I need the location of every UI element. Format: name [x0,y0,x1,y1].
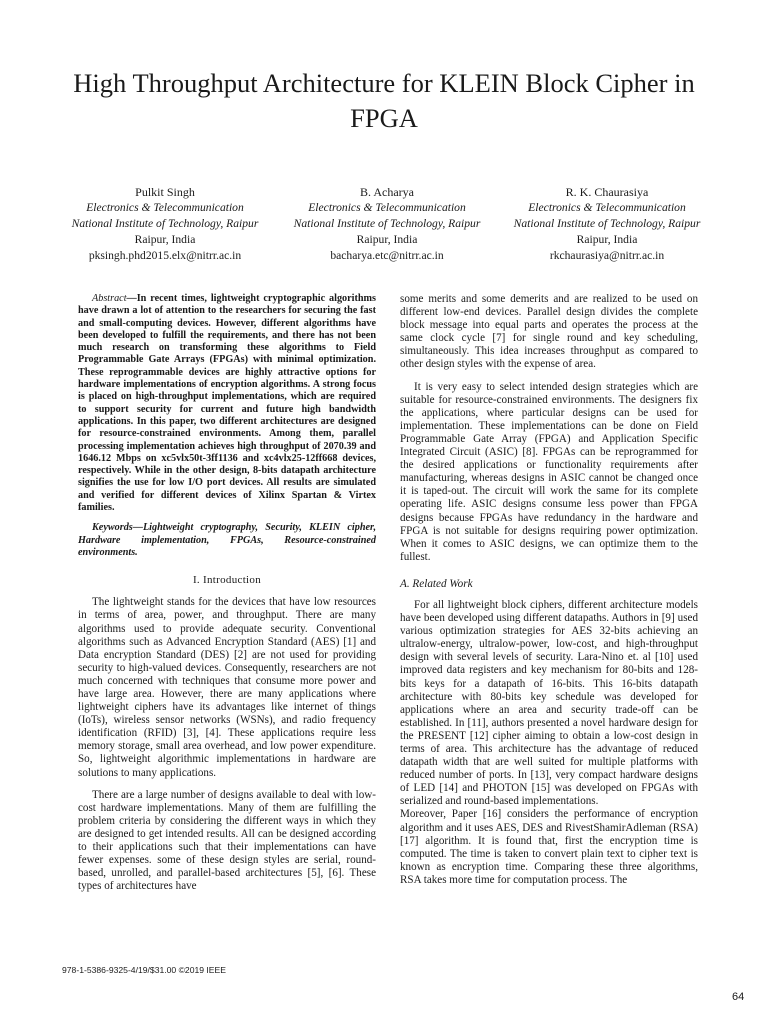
author-block-3 [492,184,722,264]
author-department: Electronics & Telecommunication [86,201,244,214]
author-department: Electronics & Telecommunication [308,201,466,214]
author-department: Electronics & Telecommunication [528,201,686,214]
paper-title: High Throughput Architecture for KLEIN Block Cipher in FPGA [73,68,695,133]
author-email: bacharya.etc@nitrr.ac.in [330,249,444,262]
right-paragraph-2: It is very easy to select intended design strategies which are suitable for resource-constrained environments. The designers fix the applications, where particular designs can be used for implementation. These implementations can be done on Field Programmable Gate Array (FPGA) and Application Specific Integrated Circuit (ASIC) [8]. FPGAs can be reprogrammed for the desired applications or functionality requirements after manufacturing, whereas designs in ASIC cannot be changed once it is taped-out. The circuit will work the same for its complete operating life. ASIC designs consume less power than FPGA designs because FPGAs have redundancy in the hardware and FPGA is not suitable for designs requiring power optimization. When it comes to ASIC designs, we can optimize them to the fullest. [400,380,698,563]
author-name: R. K. Chaurasiya [565,185,649,199]
keywords [78,522,376,559]
right-paragraph-1: some merits and some demerits and are realized to be used on different low-end devices. Parallel design divides the complete block message into equal parts and operates the process at the same clock cycle [7] for single round and key scheduling, simultaneously. This idea increases throughput as compared to other design styles with the expense of area. [400,293,698,371]
author-email: pksingh.phd2015.elx@nitrr.ac.in [88,249,242,262]
left-column [78,293,376,893]
abstract-text: —In recent times, lightweight cryptographic algorithms have drawn a lot of attention to the researchers for securing the fast and small-computing devices. However, different algorithms have been developed to fulfill the requirements, and there has not been much research on transforming these algorithms to Field Programmable Gate Arrays (FPGAs) with minimal optimization. These reprogrammable devices are highly attractive options for hardware implementations of encryption algorithms. A strong focus is placed on high-throughput implementations, which are required to support security for current and future high bandwidth applications. In this paper, two different architectures are designed for resource-constrained environments. Among them, parallel processing implementation achieves high throughput of 2070.39 and 1646.12 Mbps on xc5vlx50t-3ff1136 and xc4vlx25-12ff668 devices, respectively. While in the other design, 8-bits datapath architecture signifies the use for low I/O port devices. All results are simulated and verified for different devices of Xilinx Spartan & Virtex families. [78,293,376,514]
author-name: Pulkit Singh [135,185,195,199]
author-city: Raipur, India [356,233,418,246]
subsection-heading-related-work: A. Related Work [400,577,473,590]
keywords-label: Keywords [92,522,133,534]
keywords-text: —Lightweight cryptography, Security, KLEIN cipher, Hardware implementation, FPGAs, Resource-constrained environments. [78,522,376,558]
abstract [78,293,376,514]
author-email: rkchaurasiya@nitrr.ac.in [549,249,665,262]
author-name: B. Acharya [360,185,414,199]
page-number: 64 [732,991,745,1003]
author-block-2 [272,184,502,264]
author-institute: National Institute of Technology, Raipur [71,217,259,230]
abstract-label: Abstract [92,293,127,304]
intro-paragraph-2: There are a large number of designs available to deal with low-cost hardware implementations. Many of them are fulfilling the problem criteria by considering the different ways in which they are designed to get intended results. All can be designed according to their applications such that their implementations can have fewer expenses. some of these design styles are serial, round-based, unrolled, and parallel-based architectures [5], [6]. These types of architectures have [78,788,376,893]
right-column [400,293,698,887]
related-paragraph-2: Moreover, Paper [16] considers the performance of encryption algorithm and it uses AES, DES and RivestShamirAdleman (RSA) [17] algorithm. It is found that, first the encryption time is computed. The time is taken to convert plain text to cipher text is known as encryption time. Comparing these three algorithms, RSA takes more time for computation process. The [400,808,698,886]
author-institute: National Institute of Technology, Raipur [513,217,701,230]
author-institute: National Institute of Technology, Raipur [293,217,481,230]
author-block-1 [50,184,280,264]
related-paragraph-1: For all lightweight block ciphers, different architecture models have been developed using different datapaths. Authors in [9] used various optimization strategies for AES 32-bits achieving an ultralow-energy, ultralow-power, low-cost, and high-throughput design with several levels of security. Lara-Nino et. al [10] used improved data registers and key mechanism for 80-bits and 128-bits keys for a datapath of 16-bits. This 16-bits datapath architecture with 80-bits key schedule was developed for applications where an area and security trade-off can be established. In [11], authors presented a novel hardware design for the PRESENT [12] cipher aiming to obtain a low-cost design in terms of area. This architecture has the advantage of reduced datapath width that are well suited for multiple platforms with reduced number of ports. In [13], very compact hardware designs of LED [14] and PHOTON [15] was developed on FPGAs with serialized and round-based implementations. [400,598,698,808]
copyright-footer: 978-1-5386-9325-4/19/$31.00 ©2019 IEEE [62,965,227,975]
intro-paragraph-1: The lightweight stands for the devices that have low resources in terms of area, power, and throughput. There are many algorithms used to provide adequate security. Conventional algorithms such as Advanced Encryption Standard (AES) [1] and Data encryption Standard (DES) [2] are not used for providing security to high-valued devices. Consequently, researchers are not much concerned with techniques that consume more power and have large area. However, there are many applications where lightweight ciphers have its advantages like internet of things (IoTs), wireless sensor networks (WSNs), and radio frequency identification (RFID) [3], [4]. These applications require less memory storage, small area overhead, and low power expenditure. So, lightweight algorithmic implementations in hardware are solutions to many applications. [78,596,376,779]
section-heading-introduction: I. Introduction [192,574,262,587]
author-city: Raipur, India [576,233,638,246]
author-city: Raipur, India [134,233,196,246]
